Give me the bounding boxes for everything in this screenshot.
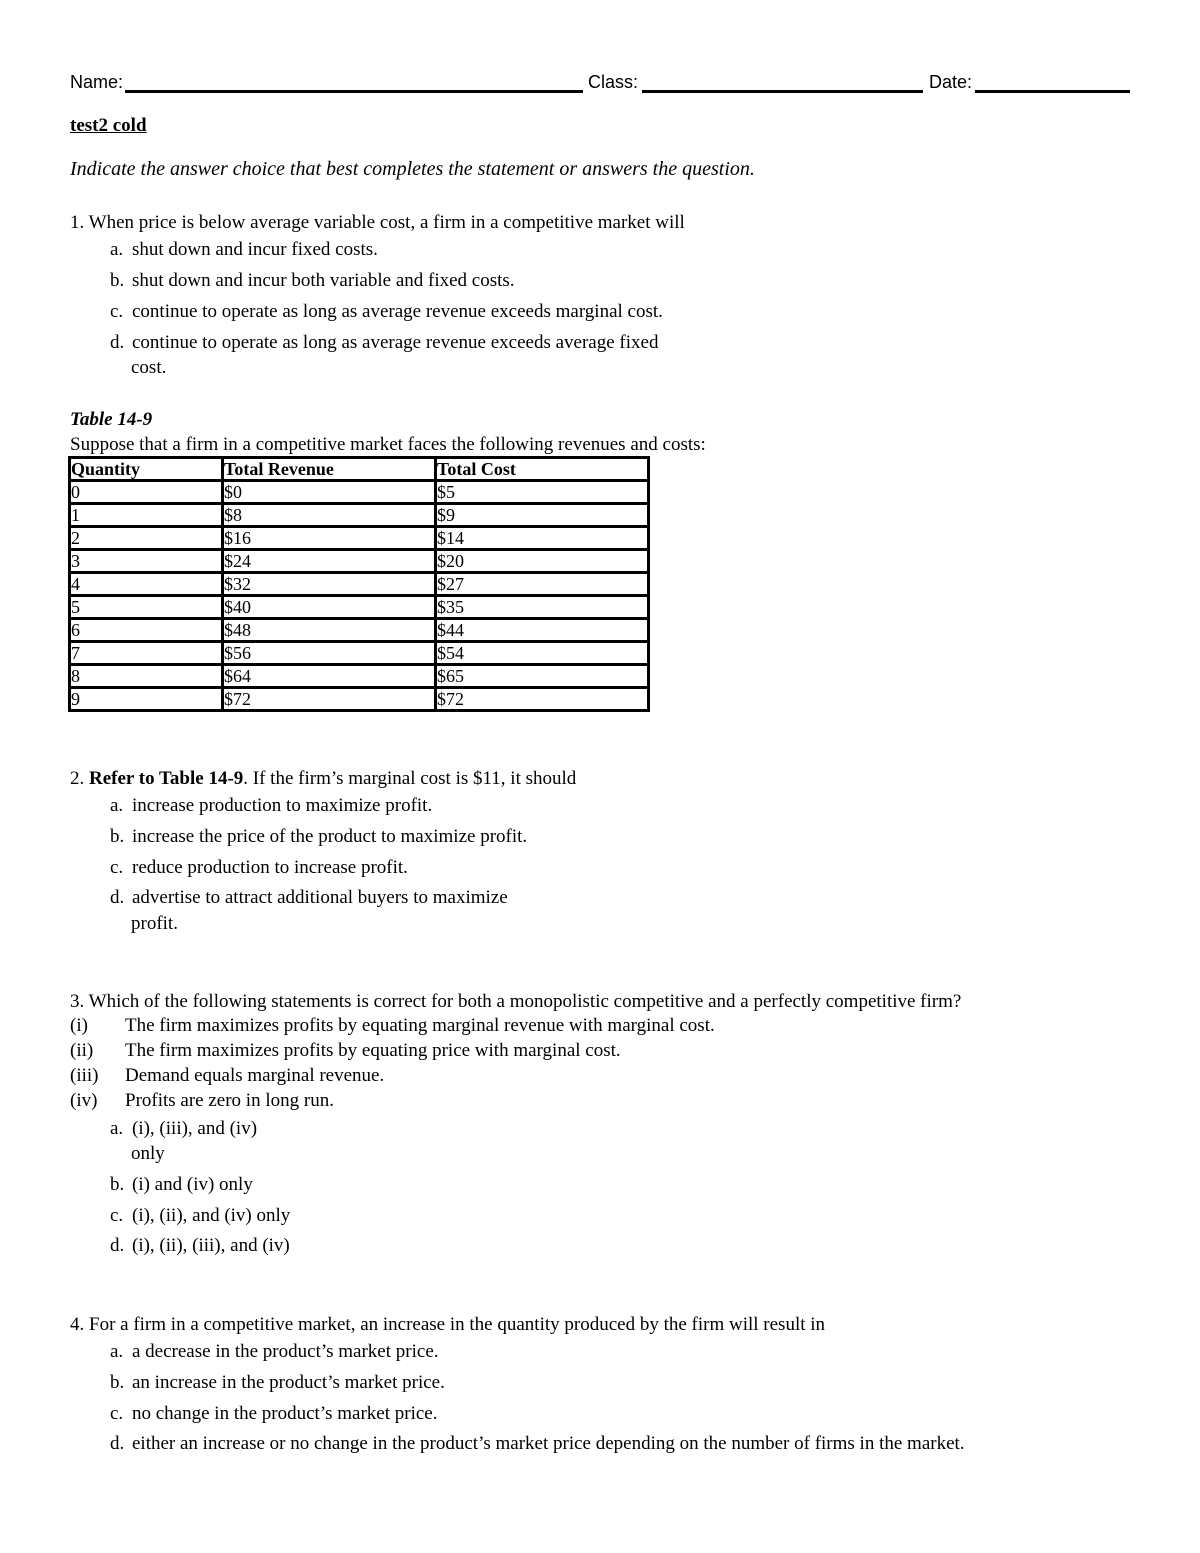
option-text: (i), (ii), and (iv) only [132, 1205, 291, 1226]
statement-number: (iii) [70, 1065, 99, 1086]
statement-number: (iv) [70, 1090, 98, 1111]
option-letter: a. [110, 795, 124, 816]
statement-text: The firm maximizes profits by equating marginal revenue with marginal cost. [125, 1015, 715, 1036]
option-letter: c. [110, 1403, 124, 1424]
table-row [70, 504, 649, 527]
option-letter: d. [110, 887, 125, 908]
option-letter: a. [110, 1341, 124, 1362]
q3-statement [70, 1065, 384, 1087]
class-label: Class: [588, 72, 639, 92]
option-text: shut down and incur fixed costs. [132, 239, 378, 260]
q3-option-d[interactable] [110, 1235, 290, 1257]
table-cell: $48 [223, 619, 436, 642]
q1-option-c[interactable] [110, 301, 663, 323]
table-row [70, 642, 649, 665]
q2-option-a[interactable] [110, 795, 432, 817]
table-cell: 1 [70, 504, 223, 527]
table-header-cell: Total Revenue [223, 458, 436, 481]
statement-number: (ii) [70, 1040, 94, 1061]
table-cell: $8 [223, 504, 436, 527]
option-text: (i), (iii), and (iv) [132, 1118, 258, 1139]
name-label: Name: [70, 72, 124, 92]
table-row [70, 481, 649, 504]
statement-number: (i) [70, 1015, 88, 1036]
table-cell: $54 [436, 642, 649, 665]
table-cell: $9 [436, 504, 649, 527]
question-4-stem: 4. For a firm in a competitive market, an increase in the quantity produced by the firm will result in [70, 1314, 826, 1335]
statement-text: The firm maximizes profits by equating price with marginal cost. [125, 1040, 621, 1061]
table-row [70, 596, 649, 619]
q2-option-b[interactable] [110, 826, 527, 848]
q3-statement [70, 1015, 715, 1037]
q3-option-b[interactable] [110, 1174, 253, 1196]
date-label: Date: [929, 72, 973, 92]
table-cell: $16 [223, 527, 436, 550]
q2-option-d[interactable] [110, 887, 508, 909]
q2-option-d-continuation: profit. [131, 913, 178, 934]
option-letter: d. [110, 332, 125, 353]
table-header-cell: Quantity [70, 458, 223, 481]
option-text: continue to operate as long as average revenue exceeds marginal cost. [132, 301, 663, 322]
q4-option-a[interactable] [110, 1341, 439, 1363]
q1-option-b[interactable] [110, 270, 515, 292]
table-caption: Suppose that a firm in a competitive market faces the following revenues and costs: [70, 434, 706, 455]
option-letter: d. [110, 1433, 125, 1454]
table-cell: 6 [70, 619, 223, 642]
statement-text: Profits are zero in long run. [125, 1090, 334, 1111]
q3-option-a-continuation: only [131, 1143, 165, 1164]
option-text: shut down and incur both variable and fixed costs. [132, 270, 515, 291]
q1-option-a[interactable] [110, 239, 378, 261]
table-header-row [70, 458, 649, 481]
q3-option-a[interactable] [110, 1118, 257, 1140]
name-field[interactable] [125, 90, 583, 93]
option-text: increase production to maximize profit. [132, 795, 433, 816]
table-cell: $44 [436, 619, 649, 642]
table-cell: $56 [223, 642, 436, 665]
question-text: . If the firm’s marginal cost is $11, it should [243, 768, 577, 789]
option-letter: b. [110, 1372, 125, 1393]
q2-option-c[interactable] [110, 857, 408, 879]
table-cell: $27 [436, 573, 649, 596]
table-cell: $0 [223, 481, 436, 504]
table-header-cell: Total Cost [436, 458, 649, 481]
option-text: (i) and (iv) only [132, 1174, 253, 1195]
table-cell: $40 [223, 596, 436, 619]
option-letter: a. [110, 1118, 124, 1139]
table-row [70, 550, 649, 573]
question-3-stem: 3. Which of the following statements is correct for both a monopolistic competitive and a perfectly competitive firm? [70, 991, 962, 1012]
date-field[interactable] [975, 90, 1130, 93]
table-cell: 2 [70, 527, 223, 550]
table-cell: $32 [223, 573, 436, 596]
table-cell: $65 [436, 665, 649, 688]
table-cell: $24 [223, 550, 436, 573]
table-cell: 8 [70, 665, 223, 688]
table-row [70, 527, 649, 550]
table-row [70, 573, 649, 596]
q1-option-d-continuation: cost. [131, 357, 167, 378]
table-cell: 9 [70, 688, 223, 711]
table-cell: $72 [223, 688, 436, 711]
option-text: an increase in the product’s market price. [132, 1372, 445, 1393]
option-letter: b. [110, 270, 125, 291]
option-text: continue to operate as long as average revenue exceeds average fixed [132, 332, 659, 353]
option-text: either an increase or no change in the product’s market price depending on the number of firms in the market. [132, 1433, 965, 1454]
q1-option-d[interactable] [110, 332, 658, 354]
q3-option-c[interactable] [110, 1205, 290, 1227]
table-cell: 5 [70, 596, 223, 619]
table-cell: $14 [436, 527, 649, 550]
option-text: no change in the product’s market price. [132, 1403, 438, 1424]
option-letter: b. [110, 1174, 125, 1195]
option-letter: c. [110, 301, 124, 322]
q4-option-d[interactable] [110, 1433, 965, 1455]
option-letter: c. [110, 857, 124, 878]
q3-statement [70, 1040, 621, 1062]
table-row [70, 665, 649, 688]
table-cell: $64 [223, 665, 436, 688]
table-label: Table 14-9 [70, 409, 153, 430]
table-cell: $5 [436, 481, 649, 504]
question-number: 2. [70, 768, 85, 789]
q4-option-c[interactable] [110, 1403, 437, 1425]
option-text: reduce production to increase profit. [132, 857, 408, 878]
option-text: (i), (ii), (iii), and (iv) [132, 1235, 290, 1256]
instructions: Indicate the answer choice that best completes the statement or answers the question. [70, 158, 755, 180]
q3-statement [70, 1090, 334, 1112]
option-letter: c. [110, 1205, 124, 1226]
option-letter: b. [110, 826, 125, 847]
option-text: increase the price of the product to maximize profit. [132, 826, 528, 847]
table-cell: $35 [436, 596, 649, 619]
table-cell: 4 [70, 573, 223, 596]
revenue-cost-table [68, 456, 650, 712]
test-title: test2 cold [70, 115, 147, 136]
option-text: advertise to attract additional buyers to maximize [132, 887, 508, 908]
question-1-stem: 1. When price is below average variable cost, a firm in a competitive market will [70, 212, 685, 233]
statement-text: Demand equals marginal revenue. [125, 1065, 385, 1086]
q4-option-b[interactable] [110, 1372, 445, 1394]
option-letter: d. [110, 1235, 125, 1256]
table-cell: 0 [70, 481, 223, 504]
table-reference: Refer to Table 14-9 [89, 768, 244, 789]
option-letter: a. [110, 239, 124, 260]
table-cell: $72 [436, 688, 649, 711]
table-cell: 7 [70, 642, 223, 665]
table-cell: 3 [70, 550, 223, 573]
table-cell: $20 [436, 550, 649, 573]
table-row [70, 619, 649, 642]
table-row [70, 688, 649, 711]
option-text: a decrease in the product’s market price. [132, 1341, 439, 1362]
question-2-stem [70, 768, 576, 790]
class-field[interactable] [642, 90, 923, 93]
